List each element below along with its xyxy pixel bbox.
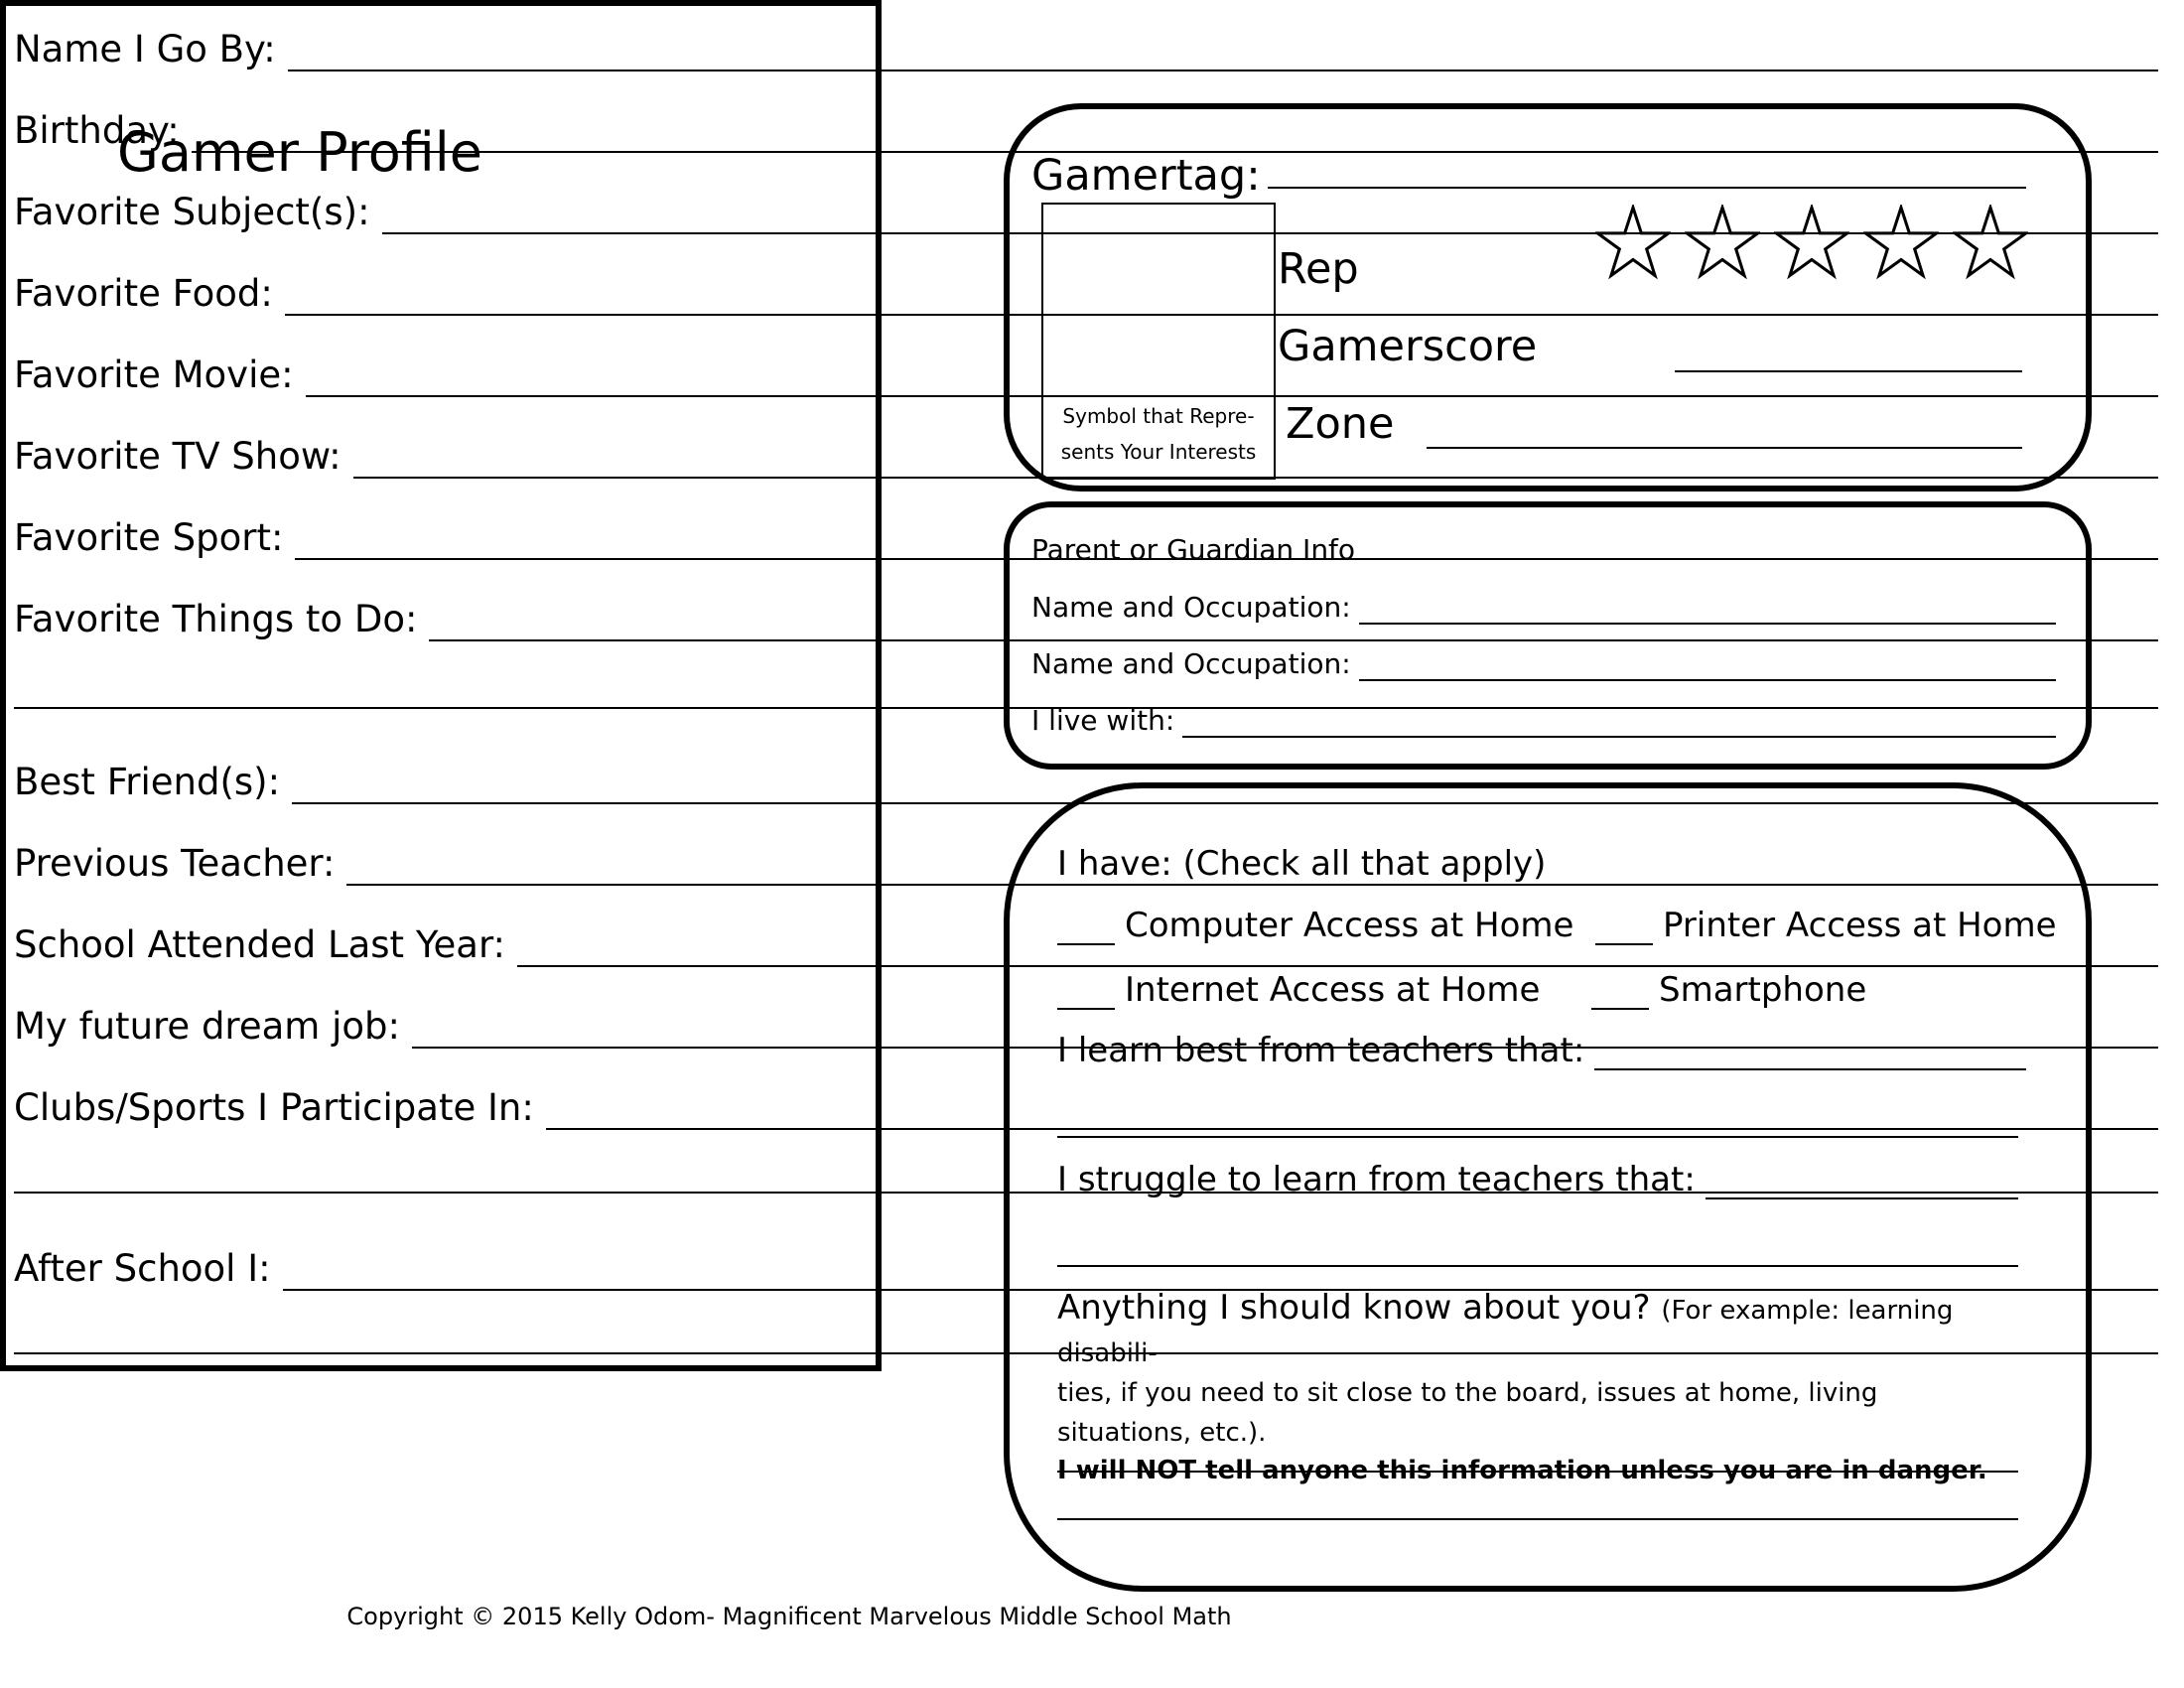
gamer-card <box>1004 103 2092 492</box>
field-label: Name I Go By: <box>14 28 276 70</box>
field-label: After School I: <box>14 1247 271 1290</box>
field-label: Previous Teacher: <box>14 842 336 885</box>
anything-example-1: (For example: learning disabili- <box>1057 1296 1954 1368</box>
checkbox-blank[interactable] <box>1595 914 1653 945</box>
check-smartphone[interactable] <box>1591 970 1866 1010</box>
field-label: My future dream job: <box>14 1005 400 1048</box>
gamerscore-label: Gamerscore <box>1278 322 1538 371</box>
check-computer[interactable] <box>1057 906 1573 945</box>
rep-label: Rep <box>1278 244 1359 294</box>
answer-line[interactable] <box>1706 1166 2018 1199</box>
star-icon[interactable] <box>1595 205 1671 280</box>
star-icon[interactable] <box>1774 205 1849 280</box>
checkbox-blank[interactable] <box>1057 914 1115 945</box>
answer-line[interactable] <box>1057 1136 2018 1138</box>
field-label: Favorite TV Show: <box>14 435 341 478</box>
field-name[interactable] <box>14 28 2158 71</box>
answer-line[interactable] <box>1057 1471 2018 1473</box>
answer-line[interactable] <box>1359 651 2056 681</box>
check-label: Computer Access at Home <box>1125 906 1574 945</box>
check-printer[interactable] <box>1595 906 2057 945</box>
i-have-card <box>1004 782 2092 1592</box>
rep-stars[interactable] <box>1595 205 2028 280</box>
symbol-box[interactable] <box>1041 203 1276 480</box>
field-label: I live with: <box>1031 704 1175 737</box>
field-label: Name and Occupation: <box>1031 647 1351 680</box>
gamertag-line[interactable] <box>1268 187 2026 189</box>
field-live-with[interactable] <box>1031 704 2056 738</box>
check-label: Internet Access at Home <box>1125 970 1541 1010</box>
star-icon[interactable] <box>1953 205 2028 280</box>
field-label: Birthday: <box>14 109 180 152</box>
symbol-caption <box>1043 398 1274 470</box>
anything-example-2: ties, if you need to sit close to the board, issues at home, living situations, etc.). <box>1057 1378 1878 1448</box>
parent-heading: Parent or Guardian Info <box>1031 533 1356 566</box>
field-label: Favorite Sport: <box>14 516 284 559</box>
answer-line[interactable] <box>1057 1518 2018 1520</box>
answer-line[interactable] <box>1359 595 2056 625</box>
field-struggle[interactable] <box>1057 1160 2018 1199</box>
page-title: Gamer Profile <box>117 121 483 184</box>
gamertag-label: Gamertag: <box>1031 151 1261 201</box>
check-label: Printer Access at Home <box>1663 906 2057 945</box>
anything-question: Anything I should know about you? <box>1057 1288 1651 1328</box>
checkbox-blank[interactable] <box>1591 978 1649 1010</box>
check-label: Smartphone <box>1659 970 1867 1010</box>
field-label: Name and Occupation: <box>1031 591 1351 624</box>
check-internet[interactable] <box>1057 970 1540 1010</box>
field-name-occupation-1[interactable] <box>1031 591 2056 625</box>
field-label: I struggle to learn from teachers that: <box>1057 1160 1696 1199</box>
gamerscore-line[interactable] <box>1675 370 2022 372</box>
field-learn-best[interactable] <box>1057 1031 2026 1070</box>
symbol-caption-line-2: sents Your Interests <box>1060 440 1257 464</box>
profile-fields-box <box>0 0 882 1371</box>
parent-guardian-card <box>1004 501 2092 770</box>
symbol-caption-line-1: Symbol that Repre- <box>1062 404 1255 428</box>
answer-line[interactable] <box>288 34 2158 71</box>
field-name-occupation-2[interactable] <box>1031 647 2056 681</box>
answer-line[interactable] <box>1182 708 2056 738</box>
checkbox-blank[interactable] <box>1057 978 1115 1010</box>
copyright-footer: Copyright © 2015 Kelly Odom- Magnificent Marvelous Middle School Math <box>346 1603 1232 1630</box>
field-label: Best Friend(s): <box>14 761 281 803</box>
field-label: I learn best from teachers that: <box>1057 1031 1585 1070</box>
field-label: Favorite Things to Do: <box>14 598 418 640</box>
answer-line[interactable] <box>1057 1265 2018 1267</box>
field-label: Favorite Food: <box>14 272 273 315</box>
zone-line[interactable] <box>1427 447 2022 449</box>
field-label: Clubs/Sports I Participate In: <box>14 1086 534 1129</box>
anything-prompt <box>1057 1288 2014 1488</box>
field-label: Favorite Subject(s): <box>14 191 370 233</box>
answer-line[interactable] <box>1594 1037 2026 1070</box>
field-label: Favorite Movie: <box>14 353 294 396</box>
field-label: School Attended Last Year: <box>14 923 505 966</box>
star-icon[interactable] <box>1685 205 1760 280</box>
zone-label: Zone <box>1286 399 1395 449</box>
privacy-note: I will NOT tell anyone this information unless you are in danger. <box>1057 1456 1987 1485</box>
i-have-heading: I have: (Check all that apply) <box>1057 844 1547 884</box>
star-icon[interactable] <box>1863 205 1939 280</box>
